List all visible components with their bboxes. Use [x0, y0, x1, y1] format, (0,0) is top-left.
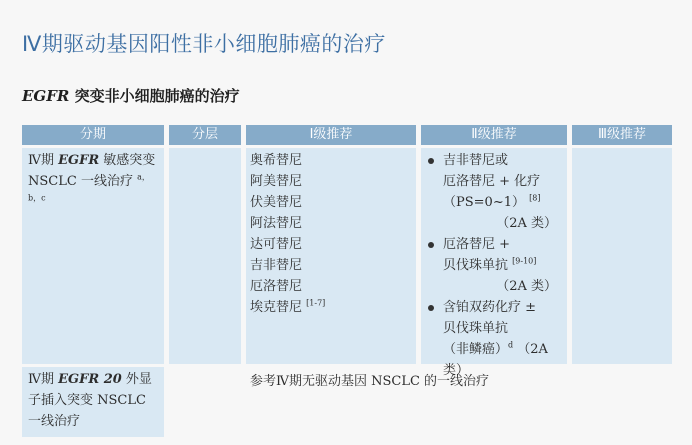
level2-class: （2A 类）: [496, 279, 557, 294]
level2-line: 厄洛替尼 +: [443, 237, 511, 252]
level1-ref: [1-7]: [306, 298, 326, 308]
level2-line-text: （非鳞癌）: [443, 342, 509, 357]
level1-drug: 伏美替尼: [250, 195, 303, 210]
row2-stage-pre: Ⅳ期: [28, 372, 59, 387]
level1-drug: 阿美替尼: [250, 174, 303, 189]
level1-drug: 埃克替尼: [250, 300, 303, 315]
row1-stratification-cell: [169, 148, 241, 364]
row1-stage-gene: EGFR: [58, 153, 100, 168]
level2-ref: [8]: [529, 193, 541, 203]
row1-stage-footnotes: a，b，c: [28, 172, 150, 203]
level1-drug: 吉非替尼: [250, 258, 303, 273]
header-level3: Ⅲ级推荐: [572, 125, 672, 145]
level1-drug: 阿法替尼: [250, 216, 303, 231]
level2-line: 贝伐珠单抗: [443, 321, 509, 336]
row2-stage-text: [28, 369, 160, 432]
level2-line: [443, 192, 565, 213]
row1-stage-pre: Ⅳ期: [28, 153, 59, 168]
level2-class: （2A 类）: [496, 216, 557, 231]
section-title-rest: 突变非小细胞肺癌的治疗: [69, 87, 240, 105]
row2-stage-gene: EGFR 20: [58, 372, 122, 387]
level1-drug: 厄洛替尼: [250, 279, 303, 294]
level2-ref: [9-10]: [512, 256, 537, 266]
header-level1: Ⅰ级推荐: [246, 125, 416, 145]
row1-stage-text: [28, 150, 160, 213]
section-title-gene: EGFR: [22, 87, 70, 105]
level2-line: 厄洛替尼 + 化疗: [443, 174, 541, 189]
header-level2: Ⅱ级推荐: [421, 125, 567, 145]
level1-drug: 达可替尼: [250, 237, 303, 252]
row1-stage-post: 敏感突变 NSCLC 一线治疗: [28, 153, 156, 189]
level2-line: [443, 255, 565, 276]
level1-drug: 奥希替尼: [250, 153, 303, 168]
level2-line: 吉非替尼或: [443, 153, 509, 168]
page-title: Ⅳ期驱动基因阳性非小细胞肺癌的治疗: [22, 32, 386, 56]
level1-drug-last: [250, 297, 410, 318]
row2-stage-post: 外显子插入突变 NSCLC 一线治疗: [28, 372, 152, 429]
section-title: [22, 85, 240, 106]
row1-level3-cell: [572, 148, 672, 364]
row1-level1-list: [250, 150, 410, 318]
row1-level2-list: [425, 150, 565, 381]
level2-line: 含铂双药化疗 ±: [443, 300, 537, 315]
level2-ref: d: [508, 340, 514, 350]
level2-item: [425, 150, 565, 234]
level2-item: [425, 297, 565, 381]
header-stage: 分期: [22, 125, 164, 145]
level2-class: （2A 类）: [443, 342, 548, 378]
header-stratification: 分层: [169, 125, 241, 145]
level2-line-text: 贝伐珠单抗: [443, 258, 509, 273]
level2-item: [425, 234, 565, 297]
level2-line-text: （PS=0~1）: [443, 195, 525, 210]
row2-reference-text: 参考Ⅳ期无驱动基因 NSCLC 的一线治疗: [250, 374, 490, 389]
